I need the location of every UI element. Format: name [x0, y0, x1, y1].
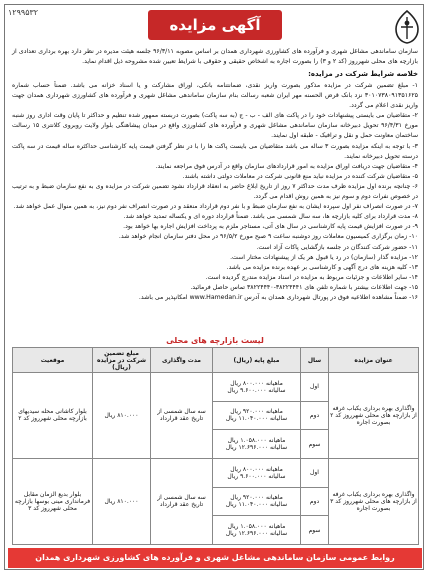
location-cell: بلوار کاشانی محله سیدیهای بازارچه محلی شهرروز کد ۲	[13, 373, 93, 459]
intro-paragraph: سازمان ساماندهی مشاغل شهری و فرآورده های کشاورزی شهرداری همدان بر اساس مصوبه ۹۶/۳/۱۱ جلسه هیئت مدیره در نظر دارد بهره برداری تعدادی از بازارچه های محلی شهرروز (کد ۲ و ۳) را بصورت اجاره به اشخاص حقیقی و حقوقی با شرایط تعیین شده مشروحه ذیل اقدام نماید.	[12, 48, 418, 66]
duration-cell: سه سال شمسی از تاریخ عقد قرارداد	[151, 458, 213, 544]
yearly-price: سالیانه ۱۲.۶۹۶.۰۰۰ ریال	[225, 444, 288, 452]
condition-item: ۱۱- حضور شرکت کنندگان در جلسه بازگشایی پاکات آزاد است.	[256, 243, 418, 251]
condition-item: ۵- متقاضیان شرکت کننده در مزایده نباید منع قانونی شرکت در معاملات دولتی داشته باشند.	[182, 172, 418, 180]
auction-title-cell: واگذاری بهره برداری یکباب غرفه از بازارچه های محلی شهرروز کد ۳ بصورت اجاره	[329, 458, 419, 544]
condition-item: ۹- در صورت افزایش قیمت پایه کارشناسی در سال های آتی، مستاجر ملزم به پرداخت افزایش اجاره بها خواهد بود.	[123, 223, 418, 231]
monthly-price: ماهیانه ۱.۰۵۸.۰۰۰ ریال	[227, 523, 286, 531]
header-deposit: مبلغ تضمین شرکت در مزایده (ریال)	[93, 348, 151, 373]
condition-item: ۱۰- زمان برگزاری کمیسیون معاملات روز دوشنبه ساعت ۹ صبح مورخ ۹۶/۵/۲ در محل دفتر سازمان انجام خواهد شد.	[118, 233, 418, 241]
price-cell	[213, 458, 301, 487]
auction-table	[12, 347, 419, 545]
deposit-cell: ۸۱۰.۰۰۰ ریال	[93, 373, 151, 459]
condition-item: ۱- مبلغ تضمین شرکت در مزایده مذکور بصورت واریز نقدی، ضمانتنامه بانکی، اوراق مشارکت و یا اسناد خزانه می باشد. ضمناً حساب شماره ۳۰۱۰۷۳۸۰۹۱۳۵۱۶۲۵ نزد بانک قرض الحسنه مهر ایران شعبه رسالت بنام سازمان ساماندهی مشاغل شهری و فرآورده های کشاورزی شهرداری همدان جهت واریز نقدی اعلام می گردد.	[12, 82, 418, 110]
condition-item: ۶- چنانچه برنده اول مزایده ظرف مدت حداکثر ۷ روز از تاریخ ابلاغ حاضر به انعقاد قرارداد نشود تضمین شرکت در مزایده وی به نفع سازمان ضبط و به ترتیب در خصوص نفرات دوم و سوم نیز به همین روش اقدام می گردد.	[12, 182, 418, 201]
monthly-price: ماهیانه ۹۲۰.۰۰۰ ریال	[230, 408, 283, 416]
header-title: عنوان مزایده	[329, 348, 419, 373]
condition-item: ۲- متقاضیان می بایستی پیشنهادات خود را در پاکت های الف - ب - ج (به سه پاکت) بصورت دربسته ممهور شده تنظیم و حداکثر تا پایان وقت اداری روز شنبه مورخ ۹۶/۴/۳۱ تحویل دبیرخانه سازمان ساماندهی مشاغل شهری و فرآورده های کشاورزی واقع در میدان پیشاهنگی بلوار ولایت روبروی کلانتری ۱۵ رسالت ساختمان معاونت حمل و نقل و ترافیک - طبقه اول نمایند.	[12, 112, 418, 140]
hamedan-emblem-icon	[392, 9, 422, 45]
footer-banner: روابط عمومی سازمان ساماندهی مشاغل شهری و فرآورده های کشاورزی شهرداری همدان	[8, 548, 422, 568]
year-cell: اول	[301, 373, 329, 402]
conditions-title: خلاصه شرایط شرکت در مزایده:	[308, 70, 418, 78]
price-cell	[213, 373, 301, 402]
yearly-price: سالیانه ۱۲.۶۹۶.۰۰۰ ریال	[225, 530, 288, 538]
header-base-price: مبلغ پایه (ریال)	[213, 348, 301, 373]
year-cell: دوم	[301, 487, 329, 516]
condition-item: ۳- با توجه به اینکه مزایده بصورت ۳ ساله می باشد متقاضیان می بایست پاکت ها را با در نظر گرفتن قیمت پایه کارشناسی حداکثره ساله قیمت در سه پاکت درسته تحویل دبیرخانه نمایند.	[12, 142, 418, 160]
price-cell	[213, 516, 301, 545]
table-row	[13, 373, 419, 402]
duration-cell: سه سال شمسی از تاریخ عقد قرارداد	[151, 373, 213, 459]
price-cell	[213, 401, 301, 430]
condition-item: ۱۳- کلیه هزینه های درج آگهی و کارشناسی بر عهده برنده مزایده می باشد.	[226, 263, 418, 271]
condition-item: ۱۴- سایر اطلاعات و جزئیات مربوط به مزایده در اسناد مزایده مندرج گردیده است.	[205, 273, 418, 281]
condition-item: ۱۲- مزایده گذار (سازمان) در رد یا قبول هر یک از پیشنهادات مختار است.	[230, 253, 418, 261]
header-location: موقعیت	[13, 348, 93, 373]
year-cell: اول	[301, 458, 329, 487]
table-header-row	[13, 348, 419, 373]
condition-item: ۱۶- ضمناً مشاهده اطلاعیه فوق در پورتال شهرداری همدان به آدرس www.Hamedan.ir امکانپذیر می باشد.	[138, 293, 418, 301]
yearly-price: سالیانه ۹.۶۰۰.۰۰۰ ریال	[227, 386, 286, 394]
condition-item: ۱۵- جهت اطلاعات بیشتر با شماره تلفن های ۳۸۲۲۴۴۴۱-۳۸۲۲۴۴۴۰ تماس حاصل فرمائید.	[190, 283, 418, 291]
year-cell: سوم	[301, 430, 329, 459]
monthly-price: ماهیانه ۸۰۰.۰۰۰ ریال	[230, 379, 283, 387]
header-duration: مدت واگذاری	[151, 348, 213, 373]
price-cell	[213, 430, 301, 459]
auction-title-cell: واگذاری بهره برداری یکباب غرفه از بازارچه های محلی شهرروز کد ۲ بصورت اجاره	[329, 373, 419, 459]
year-cell: دوم	[301, 401, 329, 430]
reference-number: ۱۲۹۹۵۳۲	[8, 8, 39, 17]
table-row	[13, 458, 419, 487]
price-cell	[213, 487, 301, 516]
yearly-price: سالیانه ۱۱.۰۴۰.۰۰۰ ریال	[225, 415, 288, 423]
deposit-cell: ۸۱۰.۰۰۰ ریال	[93, 458, 151, 544]
monthly-price: ماهیانه ۸۰۰.۰۰۰ ریال	[230, 465, 283, 473]
yearly-price: سالیانه ۹.۶۰۰.۰۰۰ ریال	[227, 472, 286, 480]
table-title: لیست بازارچه های محلی	[166, 336, 264, 345]
monthly-price: ماهیانه ۹۲۰.۰۰۰ ریال	[230, 494, 283, 502]
year-cell: سوم	[301, 516, 329, 545]
condition-item: ۸- مدت قرارداد برای کلیه بازارچه ها، سه سال شمسی می باشد. ضمناً قرارداد دوره ای و یکساله تمدید خواهد شد.	[123, 213, 418, 221]
yearly-price: سالیانه ۱۱.۰۴۰.۰۰۰ ریال	[225, 501, 288, 509]
monthly-price: ماهیانه ۱.۰۵۸.۰۰۰ ریال	[227, 437, 286, 445]
conditions-list	[12, 81, 418, 328]
header-year: سال	[301, 348, 329, 373]
condition-item: ۴- متقاضیان جهت دریافت اوراق مزایده به امور قراردادهای سازمان واقع در آدرس فوق مراجعه نمایند.	[155, 162, 418, 170]
location-cell: بلوار بدیع الزمان مقابل فرمانداری مینی بوسها بازارچه محلی شهرروز کد ۳	[13, 458, 93, 544]
notice-title: آگهی مزایده	[148, 10, 282, 40]
condition-item: ۷- در صورت انصراف نفر اول سپرده ایشان به نفع سازمان ضبط و با نفر دوم قرارداد منعقد و در صورت انصراف نفر دوم نیز، به همین منوال عمل خواهد شد.	[13, 203, 418, 211]
